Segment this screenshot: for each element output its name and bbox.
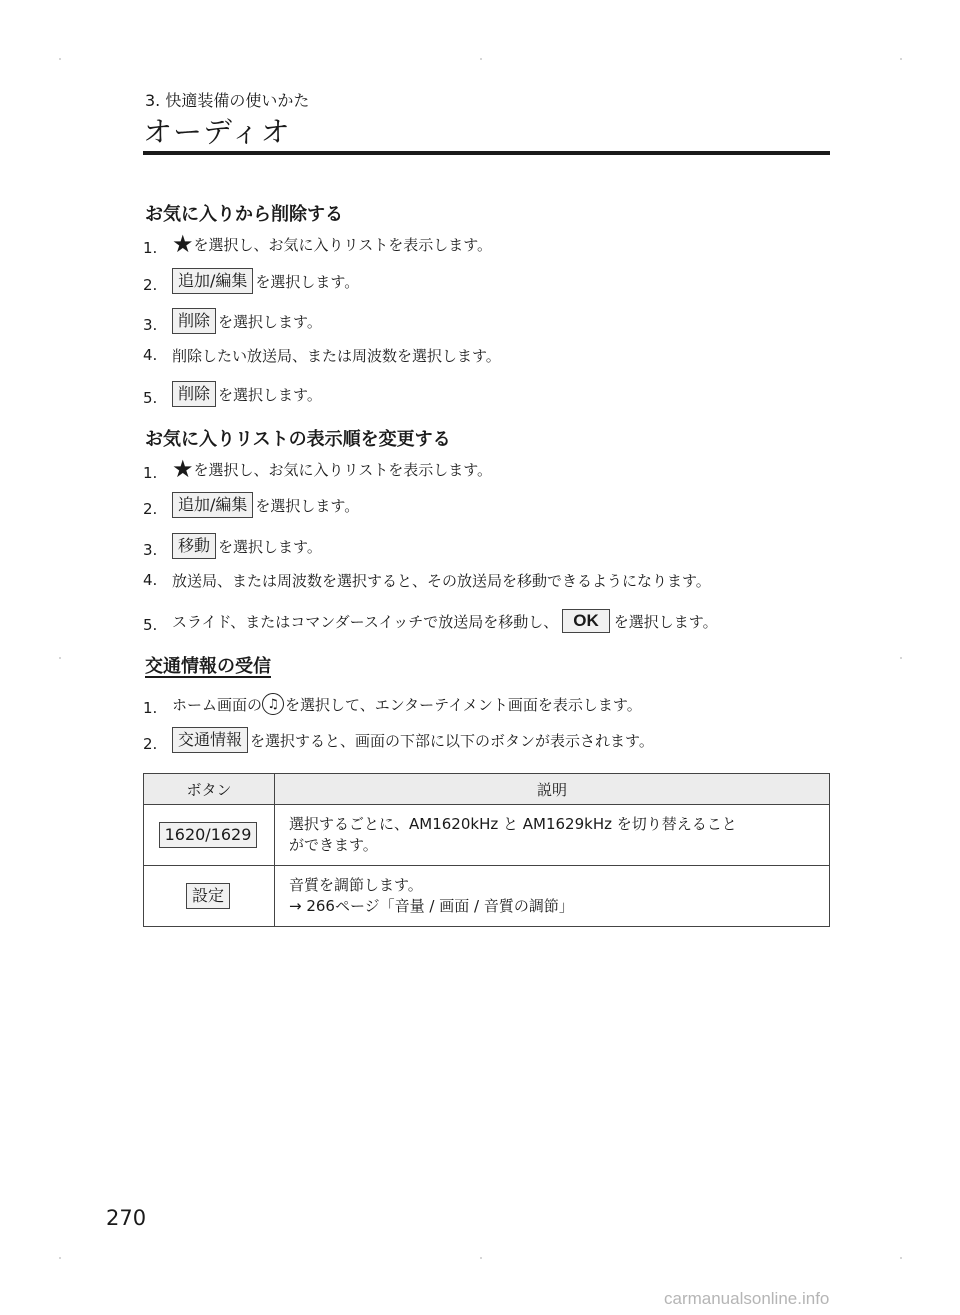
step-text: を選択すると、画面の下部に以下のボタンが表示されます。 bbox=[250, 731, 654, 750]
crop-mark bbox=[900, 1257, 902, 1259]
step-text: を選択します。 bbox=[218, 385, 322, 404]
traffic-info-button[interactable]: 交通情報 bbox=[172, 727, 248, 753]
table-row bbox=[144, 866, 830, 927]
step-number: 2. bbox=[143, 735, 158, 753]
step-2-4 bbox=[143, 565, 711, 595]
step-number: 2. bbox=[143, 276, 158, 294]
description-line: → 266ページ「音量 / 画面 / 音質の調節」 bbox=[289, 897, 574, 915]
page-number: 270 bbox=[106, 1206, 147, 1230]
title-rule bbox=[143, 151, 830, 155]
heading-reorder-favorites: お気に入りリストの表示順を変更する bbox=[145, 429, 451, 450]
step-number: 3. bbox=[143, 316, 158, 334]
step-number: 1. bbox=[143, 699, 158, 717]
step-text: を選択して、エンターテイメント画面を表示します。 bbox=[285, 695, 642, 714]
delete-button[interactable]: 削除 bbox=[172, 381, 216, 407]
step-text: を選択します。 bbox=[218, 537, 322, 556]
ok-button[interactable]: OK bbox=[562, 609, 610, 633]
step-number: 1. bbox=[143, 464, 158, 482]
step-number: 4. bbox=[143, 346, 158, 364]
step-2-2 bbox=[143, 490, 359, 520]
button-description-table bbox=[143, 773, 830, 927]
table-cell-description bbox=[275, 866, 830, 927]
step-text: を選択します。 bbox=[613, 612, 718, 631]
step-number: 1. bbox=[143, 239, 158, 257]
step-text-before: ホーム画面の bbox=[172, 695, 263, 714]
section-label: 3. 快適装備の使いかた bbox=[145, 91, 310, 110]
crop-mark bbox=[59, 657, 61, 659]
step-number: 2. bbox=[143, 500, 158, 518]
crop-mark bbox=[480, 1257, 482, 1259]
step-3-1 bbox=[143, 689, 642, 719]
step-text: を選択し、お気に入りリストを表示します。 bbox=[193, 460, 493, 479]
step-text: を選択し、お気に入りリストを表示します。 bbox=[193, 235, 493, 254]
step-text-before: スライド、またはコマンダースイッチで放送局を移動し、 bbox=[172, 612, 559, 631]
step-number: 3. bbox=[143, 541, 158, 559]
step-text: 削除したい放送局、または周波数を選択します。 bbox=[172, 346, 501, 365]
step-text: を選択します。 bbox=[255, 496, 360, 515]
crop-mark bbox=[59, 58, 61, 60]
crop-mark bbox=[59, 1257, 61, 1259]
column-header-button: ボタン bbox=[144, 774, 275, 805]
step-1-1 bbox=[143, 229, 492, 259]
step-2-5 bbox=[143, 606, 718, 636]
step-2-1 bbox=[143, 454, 492, 484]
table-cell-description bbox=[275, 805, 830, 866]
table-header-row bbox=[144, 774, 830, 805]
watermark: carmanualsonline.info bbox=[664, 1289, 830, 1308]
star-icon[interactable]: ★ bbox=[172, 230, 194, 258]
step-text: を選択します。 bbox=[218, 312, 322, 331]
crop-mark bbox=[480, 58, 482, 60]
music-note-icon[interactable]: ♫ bbox=[262, 693, 284, 715]
crop-mark bbox=[900, 58, 902, 60]
description-line: ができます。 bbox=[289, 836, 378, 854]
description-line: 選択するごとに、AM1620kHz と AM1629kHz を切り替えること bbox=[289, 815, 737, 833]
table-cell-button bbox=[144, 866, 275, 927]
add-edit-button[interactable]: 追加/編集 bbox=[172, 492, 253, 518]
step-text: 放送局、または周波数を選択すると、その放送局を移動できるようになります。 bbox=[172, 571, 711, 590]
frequency-toggle-button[interactable]: 1620/1629 bbox=[159, 822, 258, 848]
heading-remove-favorite: お気に入りから削除する bbox=[145, 204, 343, 225]
column-header-description: 説明 bbox=[275, 774, 830, 805]
table-row bbox=[144, 805, 830, 866]
move-button[interactable]: 移動 bbox=[172, 533, 216, 559]
crop-mark bbox=[900, 657, 902, 659]
step-number: 5. bbox=[143, 389, 158, 407]
step-1-2 bbox=[143, 266, 359, 296]
page-title: オーディオ bbox=[143, 115, 291, 149]
add-edit-button[interactable]: 追加/編集 bbox=[172, 268, 253, 294]
description-line: 音質を調節します。 bbox=[289, 876, 423, 894]
step-number: 5. bbox=[143, 616, 158, 634]
step-2-3 bbox=[143, 531, 322, 561]
step-1-4 bbox=[143, 340, 501, 370]
delete-button[interactable]: 削除 bbox=[172, 308, 216, 334]
settings-button[interactable]: 設定 bbox=[186, 883, 230, 909]
heading-traffic-info: 交通情報の受信 bbox=[145, 656, 271, 677]
step-number: 4. bbox=[143, 571, 158, 589]
step-text: を選択します。 bbox=[255, 272, 360, 291]
star-icon[interactable]: ★ bbox=[172, 455, 194, 483]
table-cell-button bbox=[144, 805, 275, 866]
step-1-5 bbox=[143, 379, 322, 409]
step-3-2 bbox=[143, 725, 654, 755]
step-1-3 bbox=[143, 306, 322, 336]
